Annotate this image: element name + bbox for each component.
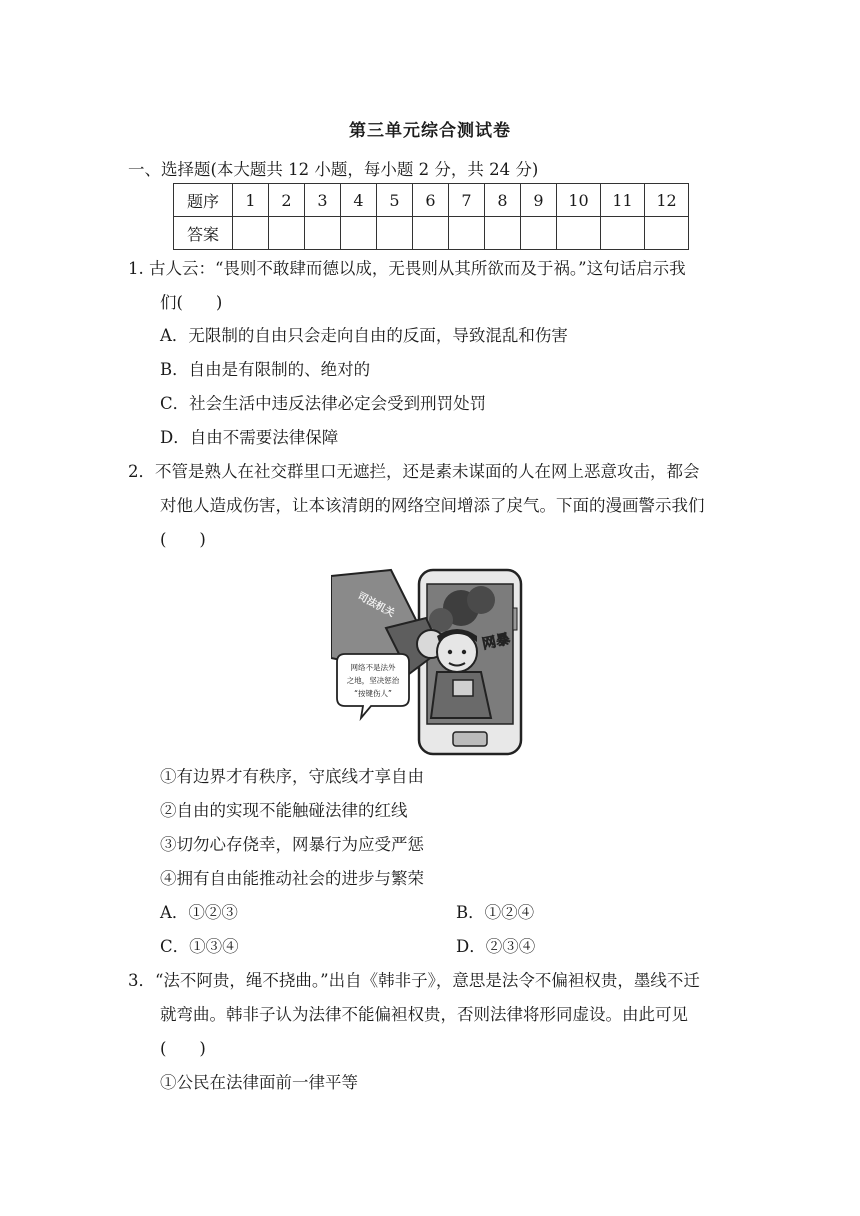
q2-statement-3: ③切勿心存侥幸，网暴行为应受严惩 <box>160 835 424 854</box>
q1-option-a: A．无限制的自由只会走向自由的反面，导致混乱和伤害 <box>160 326 568 345</box>
q2-statement-2: ②自由的实现不能触碰法律的红线 <box>160 801 408 820</box>
table-row-label: 题序 <box>174 184 233 217</box>
q2-statement-1: ①有边界才有秩序，守底线才享自由 <box>160 767 424 786</box>
answer-cell[interactable] <box>413 217 449 250</box>
q1-option-c: C．社会生活中违反法律必定会受到刑罚处罚 <box>160 394 487 413</box>
answer-cell[interactable] <box>485 217 521 250</box>
answer-cell[interactable] <box>269 217 305 250</box>
answer-cell[interactable] <box>305 217 341 250</box>
bubble-text-2: 之地，坚决惩治 <box>346 676 400 685</box>
q2-option-c: C．①③④ <box>160 937 239 956</box>
answer-cell[interactable] <box>521 217 557 250</box>
q3-stem-line3: ( ) <box>160 1039 206 1058</box>
answer-cell[interactable] <box>341 217 377 250</box>
table-cell: 6 <box>413 184 449 217</box>
table-cell: 2 <box>269 184 305 217</box>
table-cell: 11 <box>601 184 645 217</box>
q1-option-d: D．自由不需要法律保障 <box>160 428 339 447</box>
q1-stem-line2: 们( ) <box>160 293 223 312</box>
q1-stem-line1: 1. 古人云：“畏则不敢肆而德以成，无畏则从其所欲而及于祸。”这句话启示我 <box>128 259 686 278</box>
table-cell: 10 <box>557 184 601 217</box>
q2-stem-line3: ( ) <box>160 530 206 549</box>
table-cell: 1 <box>233 184 269 217</box>
answer-table <box>173 183 689 250</box>
table-cell: 12 <box>645 184 689 217</box>
answer-cell[interactable] <box>601 217 645 250</box>
sleeve-text: 司法机关 <box>355 590 397 620</box>
table-cell: 7 <box>449 184 485 217</box>
answer-cell[interactable] <box>557 217 601 250</box>
bubble-text-3: “按键伤人” <box>354 689 392 698</box>
table-row-label: 答案 <box>174 217 233 250</box>
answer-cell[interactable] <box>645 217 689 250</box>
screen-text: 网暴 <box>480 631 512 653</box>
q1-option-b: B．自由是有限制的、绝对的 <box>160 360 371 379</box>
answer-cell[interactable] <box>449 217 485 250</box>
table-cell: 4 <box>341 184 377 217</box>
table-cell: 9 <box>521 184 557 217</box>
cartoon-image <box>331 568 531 758</box>
answer-cell[interactable] <box>377 217 413 250</box>
section-heading: 一、选择题(本大题共 12 小题，每小题 2 分，共 24 分) <box>128 160 539 179</box>
q3-stem-line2: 就弯曲。韩非子认为法律不能偏袒权贵，否则法律将形同虚设。由此可见 <box>160 1005 688 1024</box>
q2-statement-4: ④拥有自由能推动社会的进步与繁荣 <box>160 869 424 888</box>
q2-stem-line1: 2．不管是熟人在社交群里口无遮拦，还是素未谋面的人在网上恶意攻击，都会 <box>128 462 700 481</box>
table-cell: 3 <box>305 184 341 217</box>
answer-cell[interactable] <box>233 217 269 250</box>
q2-option-a: A．①②③ <box>160 903 238 922</box>
page-title: 第三单元综合测试卷 <box>349 121 511 141</box>
table-row <box>174 217 689 250</box>
q3-stem-line1: 3．“法不阿贵，绳不挠曲。”出自《韩非子》，意思是法令不偏袒权贵，墨线不迁 <box>128 971 700 990</box>
q2-stem-line2: 对他人造成伤害，让本该清朗的网络空间增添了戾气。下面的漫画警示我们 <box>160 496 705 515</box>
table-row <box>174 184 689 217</box>
q2-option-d: D．②③④ <box>456 937 536 956</box>
table-cell: 5 <box>377 184 413 217</box>
table-cell: 8 <box>485 184 521 217</box>
q2-option-b: B．①②④ <box>456 903 535 922</box>
q3-statement-1: ①公民在法律面前一律平等 <box>160 1073 358 1092</box>
bubble-text-1: 网络不是法外 <box>350 663 396 672</box>
